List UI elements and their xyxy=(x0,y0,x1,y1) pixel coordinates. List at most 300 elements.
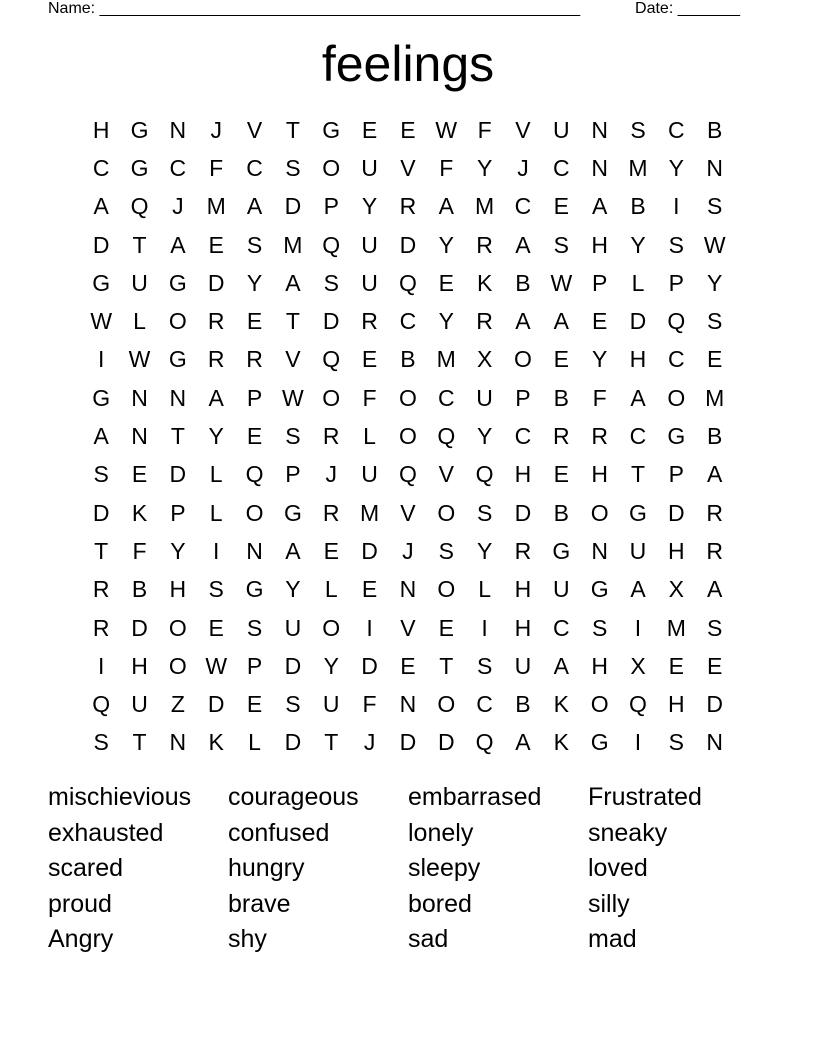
grid-letter: B xyxy=(553,499,569,526)
grid-letter: R xyxy=(552,423,570,450)
grid-letter: V xyxy=(438,461,454,488)
grid-letter: E xyxy=(400,116,416,143)
grid-letter: L xyxy=(478,576,491,603)
grid-letter: A xyxy=(707,576,723,603)
grid-letter: C xyxy=(437,384,455,411)
grid-letter: W xyxy=(282,384,304,411)
grid-letter: J xyxy=(325,461,337,488)
grid-letter: G xyxy=(92,269,111,296)
grid-letter: Y xyxy=(707,269,723,296)
grid-letter: B xyxy=(707,423,723,450)
grid-letter: G xyxy=(590,729,609,756)
grid-letter: O xyxy=(245,499,264,526)
grid-letter: E xyxy=(246,423,263,450)
grid-letter: I xyxy=(213,537,220,564)
name-field[interactable]: Name: ______________________________________________________ xyxy=(48,0,581,17)
grid-letter: U xyxy=(476,384,493,411)
grid-letter: H xyxy=(668,537,685,564)
grid-letter: P xyxy=(246,384,263,411)
word-list-item: brave xyxy=(228,889,291,918)
grid-letter: P xyxy=(323,193,339,220)
grid-letter: H xyxy=(92,116,110,143)
grid-letter: P xyxy=(246,652,263,679)
word-list-item: mischievious xyxy=(48,783,192,811)
grid-letter: O xyxy=(322,614,341,641)
grid-letter: C xyxy=(399,308,417,335)
grid-letter: J xyxy=(210,116,222,143)
grid-letter: Z xyxy=(170,691,185,718)
grid-letter: R xyxy=(591,423,608,450)
grid-letter: Y xyxy=(668,154,684,181)
grid-letter: P xyxy=(515,384,531,411)
grid-letter: Y xyxy=(361,193,378,220)
grid-letter: R xyxy=(476,231,493,258)
grid-letter: H xyxy=(131,652,148,679)
grid-letter: A xyxy=(515,231,531,258)
grid-letter: I xyxy=(673,193,680,220)
grid-letter: N xyxy=(169,384,187,411)
grid-letter: F xyxy=(477,116,492,143)
grid-letter: N xyxy=(131,423,148,450)
grid-letter: K xyxy=(476,269,493,296)
grid-letter: C xyxy=(668,116,685,143)
grid-letter: J xyxy=(172,193,184,220)
grid-letter: A xyxy=(515,308,531,335)
grid-letter: D xyxy=(437,729,455,756)
grid-letter: R xyxy=(92,576,110,603)
grid-letter: A xyxy=(208,384,224,411)
grid-letter: C xyxy=(552,614,570,641)
grid-letter: V xyxy=(400,499,416,526)
grid-letter: G xyxy=(667,423,686,450)
grid-letter: U xyxy=(514,652,532,679)
grid-letter: E xyxy=(707,652,723,679)
grid-letter: S xyxy=(476,652,493,679)
grid-letter: O xyxy=(590,691,609,718)
grid-letter: M xyxy=(705,384,725,411)
grid-letter: N xyxy=(706,729,723,756)
grid-letter: W xyxy=(550,269,573,296)
grid-letter: Q xyxy=(475,729,494,756)
grid-letter: O xyxy=(322,154,341,181)
grid-letter: V xyxy=(285,346,301,373)
grid-letter: H xyxy=(591,231,608,258)
grid-letter: C xyxy=(668,346,685,373)
grid-letter: S xyxy=(591,614,608,641)
word-list-item: courageous xyxy=(228,783,359,811)
grid-letter: T xyxy=(285,116,300,143)
grid-letter: U xyxy=(361,231,378,258)
grid-letter: C xyxy=(92,154,110,181)
grid-letter: D xyxy=(399,231,417,258)
grid-letter: H xyxy=(668,691,685,718)
grid-letter: M xyxy=(206,193,226,220)
grid-letter: Y xyxy=(476,537,493,564)
grid-letter: T xyxy=(439,652,454,679)
grid-letter: Y xyxy=(591,346,608,373)
grid-letter: G xyxy=(322,116,341,143)
grid-letter: A xyxy=(93,423,109,450)
grid-letter: R xyxy=(322,499,340,526)
grid-letter: P xyxy=(668,461,684,488)
grid-letter: R xyxy=(706,499,723,526)
grid-letter: S xyxy=(93,461,109,488)
grid-letter: U xyxy=(322,691,340,718)
grid-letter: A xyxy=(246,193,263,220)
grid-letter: S xyxy=(438,537,454,564)
grid-letter: V xyxy=(246,116,263,143)
grid-letter: Y xyxy=(246,269,263,296)
date-field[interactable]: Date: _______ xyxy=(635,0,740,17)
grid-letter: K xyxy=(553,691,569,718)
grid-letter: E xyxy=(361,346,378,373)
grid-letter: H xyxy=(514,614,532,641)
grid-letter: B xyxy=(515,691,531,718)
grid-letter: G xyxy=(629,499,647,526)
grid-letter: N xyxy=(169,116,187,143)
grid-letter: C xyxy=(514,423,532,450)
grid-letter: K xyxy=(553,729,569,756)
grid-letter: R xyxy=(322,423,340,450)
grid-letter: S xyxy=(707,614,723,641)
grid-letter: Q xyxy=(130,193,149,220)
grid-letter: A xyxy=(515,729,531,756)
grid-letter: O xyxy=(437,691,456,718)
grid-letter: L xyxy=(324,576,338,603)
grid-letter: I xyxy=(634,614,642,641)
grid-letter: D xyxy=(207,269,225,296)
grid-letter: H xyxy=(629,346,647,373)
grid-letter: R xyxy=(361,308,378,335)
grid-letter: C xyxy=(514,193,532,220)
grid-letter: N xyxy=(706,154,723,181)
grid-letter: U xyxy=(552,576,570,603)
grid-letter: J xyxy=(517,154,529,181)
grid-letter: F xyxy=(592,384,607,411)
grid-letter: H xyxy=(591,461,608,488)
grid-letter: E xyxy=(668,652,684,679)
grid-letter: D xyxy=(284,729,302,756)
grid-letter: Q xyxy=(398,269,417,296)
word-list-item: silly xyxy=(588,889,630,918)
grid-letter: Q xyxy=(667,308,686,335)
grid-letter: G xyxy=(552,537,571,564)
word-list-item: Frustrated xyxy=(588,783,702,811)
word-list xyxy=(48,780,768,958)
grid-letter: R xyxy=(246,346,263,373)
grid-letter: P xyxy=(668,269,684,296)
grid-letter: S xyxy=(246,614,263,641)
grid-letter: A xyxy=(93,193,109,220)
grid-letter: O xyxy=(322,384,341,411)
grid-letter: D xyxy=(668,499,685,526)
grid-letter: C xyxy=(552,154,570,181)
grid-letter: B xyxy=(515,269,531,296)
grid-letter: O xyxy=(168,614,187,641)
letter-grid xyxy=(82,111,734,762)
grid-letter: O xyxy=(667,384,686,411)
grid-letter: B xyxy=(707,116,723,143)
grid-letter: M xyxy=(475,193,495,220)
grid-letter: S xyxy=(553,231,569,258)
grid-letter: N xyxy=(399,691,417,718)
grid-letter: N xyxy=(591,116,608,143)
grid-letter: E xyxy=(438,614,454,641)
grid-letter: A xyxy=(630,384,646,411)
grid-letter: B xyxy=(630,193,646,220)
grid-letter: C xyxy=(476,691,493,718)
word-list-item: Angry xyxy=(48,925,114,954)
grid-letter: B xyxy=(553,384,569,411)
word-list-item: lonely xyxy=(408,818,474,847)
grid-letter: T xyxy=(285,308,300,335)
grid-letter: S xyxy=(707,193,723,220)
grid-letter: E xyxy=(131,461,148,488)
grid-letter: L xyxy=(209,499,223,526)
grid-letter: P xyxy=(285,461,301,488)
grid-letter: N xyxy=(131,384,148,411)
grid-letter: Q xyxy=(437,423,456,450)
word-list-item: scared xyxy=(48,854,124,883)
grid-letter: L xyxy=(248,729,261,756)
grid-letter: U xyxy=(629,537,647,564)
word-list-item: hungry xyxy=(228,854,305,883)
grid-letter: D xyxy=(399,729,417,756)
grid-letter: A xyxy=(170,231,186,258)
grid-letter: D xyxy=(92,231,110,258)
grid-letter: A xyxy=(630,576,646,603)
grid-letter: B xyxy=(131,576,148,603)
grid-letter: W xyxy=(128,346,151,373)
grid-letter: Q xyxy=(475,461,494,488)
grid-letter: M xyxy=(283,231,303,258)
grid-letter: F xyxy=(132,537,147,564)
grid-letter: G xyxy=(130,154,149,181)
grid-letter: U xyxy=(131,691,148,718)
grid-letter: W xyxy=(435,116,458,143)
grid-letter: N xyxy=(591,537,608,564)
grid-letter: B xyxy=(400,346,416,373)
grid-letter: U xyxy=(361,154,378,181)
grid-letter: G xyxy=(168,346,187,373)
grid-letter: O xyxy=(398,423,417,450)
grid-letter: R xyxy=(514,537,532,564)
grid-letter: Q xyxy=(629,691,647,718)
grid-letter: A xyxy=(591,193,608,220)
grid-letter: Y xyxy=(438,308,454,335)
grid-letter: S xyxy=(285,423,301,450)
grid-letter: V xyxy=(400,614,416,641)
grid-letter: J xyxy=(402,537,414,564)
grid-letter: T xyxy=(170,423,185,450)
grid-letter: G xyxy=(283,499,302,526)
grid-letter: R xyxy=(207,346,225,373)
grid-letter: M xyxy=(666,614,686,641)
page-title: feelings xyxy=(321,36,495,92)
grid-letter: A xyxy=(707,461,723,488)
grid-letter: L xyxy=(363,423,376,450)
grid-letter: Y xyxy=(285,576,301,603)
grid-letter: A xyxy=(285,537,301,564)
grid-letter: X xyxy=(668,576,684,603)
grid-letter: E xyxy=(323,537,339,564)
word-list-item: exhausted xyxy=(48,818,164,847)
grid-letter: I xyxy=(366,614,373,641)
grid-letter: O xyxy=(437,576,456,603)
word-list-item: proud xyxy=(48,889,112,918)
grid-letter: Q xyxy=(398,461,417,488)
grid-letter: I xyxy=(634,729,642,756)
grid-letter: D xyxy=(131,614,148,641)
grid-letter: D xyxy=(169,461,187,488)
grid-letter: D xyxy=(92,499,110,526)
grid-letter: U xyxy=(284,614,302,641)
grid-letter: O xyxy=(168,652,187,679)
grid-letter: A xyxy=(553,308,569,335)
grid-letter: X xyxy=(630,652,646,679)
grid-letter: C xyxy=(629,423,647,450)
grid-letter: R xyxy=(207,308,225,335)
grid-letter: W xyxy=(90,308,113,335)
grid-letter: A xyxy=(285,269,301,296)
grid-letter: M xyxy=(436,346,456,373)
grid-letter: E xyxy=(208,231,224,258)
grid-letter: I xyxy=(481,614,488,641)
grid-letter: Q xyxy=(245,461,264,488)
grid-letter: P xyxy=(170,499,186,526)
grid-letter: S xyxy=(630,116,646,143)
grid-letter: J xyxy=(363,729,376,756)
grid-letter: D xyxy=(207,691,225,718)
grid-letter: S xyxy=(246,231,263,258)
grid-letter: K xyxy=(131,499,148,526)
grid-letter: H xyxy=(169,576,187,603)
grid-letter: Y xyxy=(476,423,493,450)
grid-letter: O xyxy=(514,346,532,373)
grid-letter: G xyxy=(245,576,264,603)
grid-letter: Y xyxy=(170,537,186,564)
grid-letter: W xyxy=(703,231,726,258)
grid-letter: S xyxy=(323,269,339,296)
word-list-item: loved xyxy=(588,854,648,883)
grid-letter: H xyxy=(591,652,608,679)
word-list-item: sad xyxy=(408,925,449,954)
grid-letter: S xyxy=(476,499,493,526)
grid-letter: E xyxy=(438,269,454,296)
grid-letter: Y xyxy=(630,231,646,258)
grid-letter: S xyxy=(93,729,109,756)
grid-letter: D xyxy=(361,537,378,564)
grid-letter: N xyxy=(591,154,608,181)
grid-letter: U xyxy=(361,269,378,296)
grid-letter: Q xyxy=(322,231,341,258)
word-list-item: mad xyxy=(588,925,637,954)
grid-letter: Y xyxy=(476,154,493,181)
grid-letter: L xyxy=(631,269,645,296)
grid-letter: E xyxy=(361,576,378,603)
grid-letter: D xyxy=(361,652,378,679)
grid-letter: E xyxy=(208,614,224,641)
grid-letter: F xyxy=(209,154,224,181)
grid-letter: S xyxy=(668,729,684,756)
grid-letter: F xyxy=(362,691,377,718)
grid-letter: N xyxy=(399,576,417,603)
grid-letter: D xyxy=(284,193,302,220)
grid-letter: U xyxy=(131,269,148,296)
grid-letter: G xyxy=(590,576,609,603)
grid-letter: C xyxy=(169,154,187,181)
grid-letter: R xyxy=(92,614,110,641)
grid-letter: E xyxy=(553,193,569,220)
grid-letter: F xyxy=(362,384,377,411)
grid-letter: V xyxy=(515,116,531,143)
grid-letter: N xyxy=(169,729,187,756)
word-list-item: embarrased xyxy=(408,783,542,811)
grid-letter: N xyxy=(246,537,263,564)
grid-letter: Y xyxy=(208,423,224,450)
grid-letter: H xyxy=(514,461,532,488)
grid-letter: W xyxy=(205,652,228,679)
grid-letter: G xyxy=(130,116,149,143)
grid-letter: I xyxy=(97,652,105,679)
header-line xyxy=(48,0,740,20)
grid-letter: Q xyxy=(322,346,341,373)
grid-letter: Y xyxy=(438,231,454,258)
grid-letter: Y xyxy=(323,652,339,679)
grid-letter: L xyxy=(133,308,146,335)
grid-letter: R xyxy=(476,308,493,335)
grid-letter: E xyxy=(361,116,378,143)
grid-letter: E xyxy=(246,308,263,335)
word-list-item: confused xyxy=(228,818,330,847)
grid-letter: S xyxy=(707,308,723,335)
grid-letter: S xyxy=(285,691,301,718)
grid-letter: U xyxy=(552,116,570,143)
grid-letter: A xyxy=(438,193,454,220)
grid-letter: M xyxy=(359,499,380,526)
word-list-item: sleepy xyxy=(408,854,481,883)
grid-letter: X xyxy=(476,346,493,373)
grid-letter: O xyxy=(437,499,456,526)
grid-letter: D xyxy=(629,308,647,335)
grid-letter: S xyxy=(668,231,684,258)
grid-letter: D xyxy=(284,652,302,679)
grid-letter: C xyxy=(246,154,263,181)
grid-letter: S xyxy=(208,576,224,603)
grid-letter: O xyxy=(168,308,187,335)
grid-letter: E xyxy=(246,691,263,718)
grid-letter: E xyxy=(591,308,608,335)
grid-letter: R xyxy=(706,537,723,564)
grid-letter: E xyxy=(553,346,569,373)
grid-letter: O xyxy=(590,499,609,526)
grid-letter: E xyxy=(707,346,723,373)
grid-letter: P xyxy=(591,269,608,296)
grid-letter: H xyxy=(514,576,532,603)
word-list-item: sneaky xyxy=(588,818,668,847)
grid-letter: I xyxy=(97,346,105,373)
grid-letter: D xyxy=(706,691,723,718)
grid-letter: A xyxy=(553,652,569,679)
grid-letter: O xyxy=(398,384,417,411)
grid-letter: T xyxy=(94,537,109,564)
grid-letter: S xyxy=(285,154,301,181)
grid-letter: E xyxy=(400,652,416,679)
grid-letter: D xyxy=(514,499,532,526)
grid-letter: D xyxy=(322,308,340,335)
word-list-item: shy xyxy=(228,925,267,954)
grid-letter: G xyxy=(92,384,111,411)
